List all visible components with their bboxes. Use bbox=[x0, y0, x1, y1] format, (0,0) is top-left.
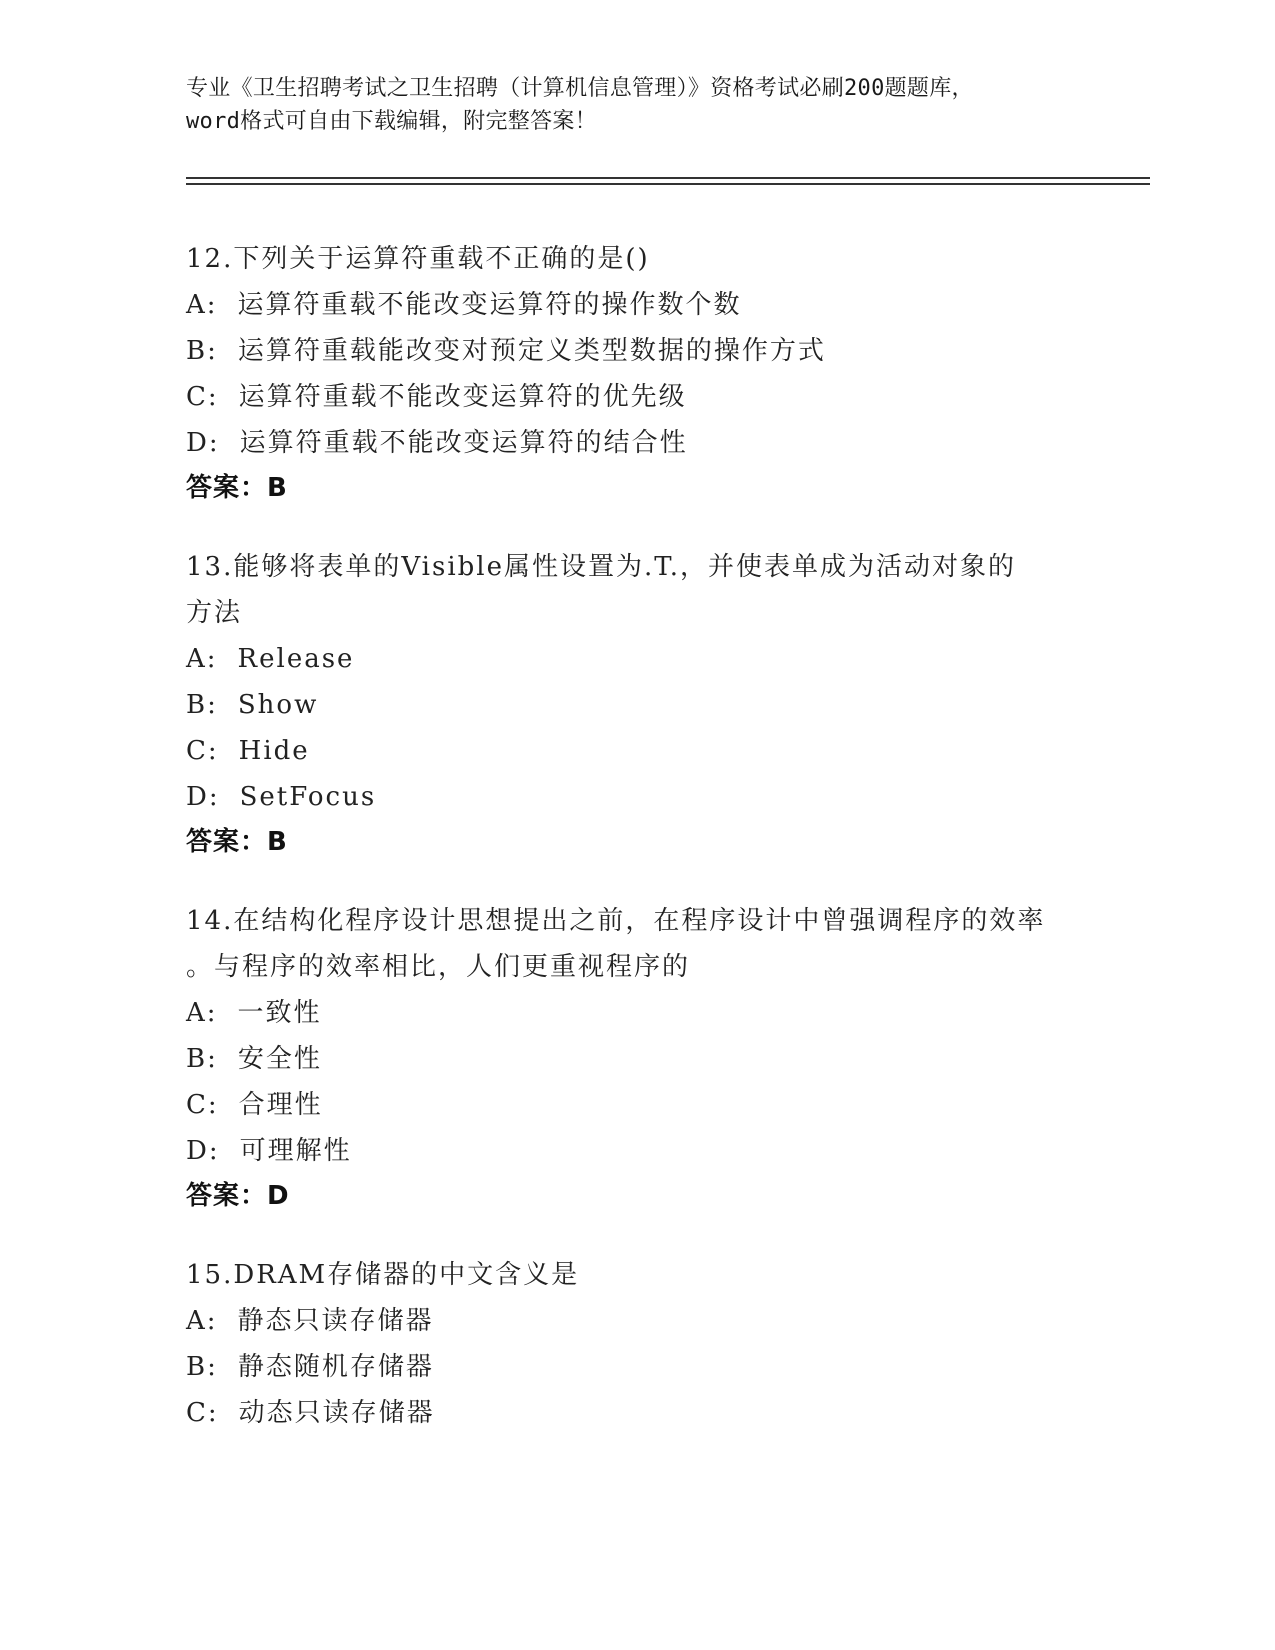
answer-option bbox=[186, 1128, 1086, 1174]
question-block bbox=[186, 236, 1086, 510]
option-text: SetFocus bbox=[239, 782, 377, 812]
option-letter: C: bbox=[186, 736, 219, 766]
option-text: Show bbox=[237, 690, 319, 720]
answer-option bbox=[186, 636, 1086, 682]
question-stem: 14.在结构化程序设计思想提出之前，在程序设计中曾强调程序的效率 bbox=[186, 906, 1046, 936]
option-text: 运算符重载不能改变运算符的结合性 bbox=[239, 428, 688, 458]
document-header bbox=[186, 72, 1086, 138]
option-letter: C: bbox=[186, 1090, 219, 1120]
answer-key: 答案：B bbox=[186, 827, 288, 857]
question-list bbox=[186, 236, 1086, 1470]
answer-option bbox=[186, 1298, 1086, 1344]
option-letter: B: bbox=[186, 1044, 218, 1074]
option-text: 动态只读存储器 bbox=[238, 1398, 435, 1428]
answer-option bbox=[186, 774, 1086, 820]
header-line-1: 专业《卫生招聘考试之卫生招聘（计算机信息管理）》资格考试必刷200题题库， bbox=[186, 76, 974, 101]
question-stem: 15.DRAM存储器的中文含义是 bbox=[186, 1260, 580, 1290]
question-block bbox=[186, 544, 1086, 864]
option-letter: B: bbox=[186, 1352, 218, 1382]
question-block bbox=[186, 898, 1086, 1218]
option-text: 运算符重载不能改变运算符的优先级 bbox=[238, 382, 687, 412]
option-letter: D: bbox=[186, 428, 220, 458]
option-text: 可理解性 bbox=[239, 1136, 352, 1166]
option-text: 安全性 bbox=[237, 1044, 322, 1074]
header-divider-top bbox=[186, 177, 1150, 179]
answer-option bbox=[186, 420, 1086, 466]
header-line-2: word格式可自由下载编辑，附完整答案！ bbox=[186, 109, 597, 134]
answer-option bbox=[186, 1036, 1086, 1082]
question-stem: 12.下列关于运算符重载不正确的是() bbox=[186, 244, 650, 274]
option-text: Hide bbox=[238, 736, 310, 766]
option-text: 运算符重载不能改变运算符的操作数个数 bbox=[237, 290, 742, 320]
header-divider-bottom bbox=[186, 183, 1150, 185]
answer-option bbox=[186, 374, 1086, 420]
option-letter: D: bbox=[186, 1136, 220, 1166]
option-letter: A: bbox=[186, 1306, 218, 1336]
option-text: 静态只读存储器 bbox=[237, 1306, 434, 1336]
answer-key: 答案：D bbox=[186, 1181, 290, 1211]
question-stem: 方法 bbox=[186, 598, 243, 628]
option-letter: B: bbox=[186, 336, 218, 366]
option-text: 运算符重载能改变对预定义类型数据的操作方式 bbox=[237, 336, 826, 366]
answer-option bbox=[186, 328, 1086, 374]
option-text: Release bbox=[237, 644, 355, 674]
option-letter: D: bbox=[186, 782, 220, 812]
option-letter: C: bbox=[186, 1398, 219, 1428]
question-stem: 13.能够将表单的Visible属性设置为.T.，并使表单成为活动对象的 bbox=[186, 552, 1017, 582]
question-block bbox=[186, 1252, 1086, 1436]
answer-option bbox=[186, 728, 1086, 774]
option-letter: A: bbox=[186, 644, 218, 674]
option-text: 静态随机存储器 bbox=[237, 1352, 434, 1382]
answer-option bbox=[186, 682, 1086, 728]
question-stem: 。与程序的效率相比，人们更重视程序的 bbox=[186, 952, 691, 982]
answer-option bbox=[186, 1082, 1086, 1128]
option-text: 合理性 bbox=[238, 1090, 323, 1120]
answer-key: 答案：B bbox=[186, 473, 288, 503]
option-letter: A: bbox=[186, 290, 218, 320]
answer-option bbox=[186, 1344, 1086, 1390]
answer-option bbox=[186, 282, 1086, 328]
option-letter: C: bbox=[186, 382, 219, 412]
option-letter: B: bbox=[186, 690, 218, 720]
option-text: 一致性 bbox=[237, 998, 322, 1028]
answer-option bbox=[186, 1390, 1086, 1436]
option-letter: A: bbox=[186, 998, 218, 1028]
answer-option bbox=[186, 990, 1086, 1036]
